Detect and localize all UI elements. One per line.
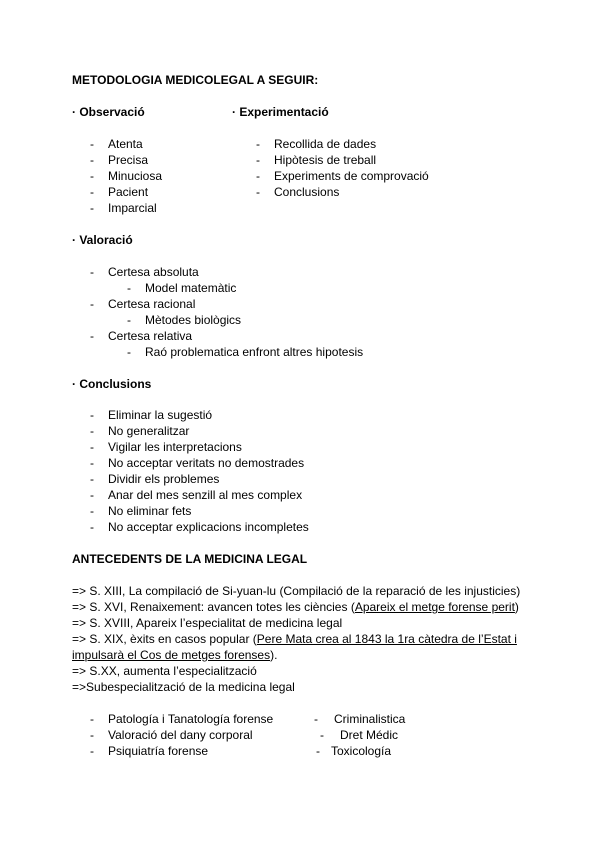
list-item: Criminalistica	[334, 712, 406, 726]
list-dash: -	[90, 472, 94, 486]
list-dash: -	[90, 488, 94, 502]
list-item: Toxicología	[331, 744, 392, 758]
list-item: Dret Médic	[340, 728, 399, 742]
antecedents-text: )	[514, 600, 519, 614]
list-item: No acceptar veritats no demostrades	[108, 456, 305, 470]
list-dash: -	[314, 712, 318, 726]
list-dash: -	[90, 440, 94, 454]
antecedents-heading: ANTECEDENTS DE LA MEDICINA LEGAL	[72, 552, 308, 566]
antecedents-line: => S. XIII, La compilació de Si-yuan-lu (Compilació de la reparació de les injusticies)	[72, 584, 521, 598]
list-item: Certesa racional	[108, 297, 196, 311]
list-dash: -	[90, 408, 94, 422]
list-dash: -	[90, 329, 94, 343]
underlined-text: impulsarà el Cos de metges forenses	[72, 648, 271, 662]
list-dash: -	[90, 456, 94, 470]
list-item: Eliminar la sugestió	[108, 408, 213, 422]
list-item: Minuciosa	[108, 169, 163, 183]
list-item: Dividir els problemes	[108, 472, 220, 486]
valoracio-heading: · Valoració	[72, 233, 133, 247]
list-dash: -	[90, 201, 94, 215]
antecedents-text: => S. XIX, èxits en casos popular (	[72, 632, 257, 646]
list-item: Pacient	[108, 185, 149, 199]
list-item: Atenta	[108, 137, 143, 151]
conclusions-heading: · Conclusions	[72, 377, 152, 391]
list-dash: -	[256, 185, 260, 199]
list-dash: -	[256, 153, 260, 167]
underlined-text: Pere Mata crea al 1843 la 1ra càtedra de l’Estat i	[256, 632, 517, 646]
observacio-heading: · Observació	[72, 105, 145, 119]
list-dash: -	[90, 265, 94, 279]
list-dash: -	[256, 137, 260, 151]
sub-list-item: Model matemàtic	[145, 281, 237, 295]
list-item: Psiquiatría forense	[108, 744, 209, 758]
list-dash: -	[90, 424, 94, 438]
list-dash: -	[90, 712, 94, 726]
list-item: Certesa absoluta	[108, 265, 199, 279]
list-item: Experiments de comprovació	[274, 169, 429, 183]
list-dash: -	[90, 153, 94, 167]
list-item: Valoració del dany corporal	[108, 728, 253, 742]
page-title: METODOLOGIA MEDICOLEGAL A SEGUIR:	[72, 73, 319, 87]
antecedents-text: ).	[270, 648, 278, 662]
list-dash: -	[90, 185, 94, 199]
list-item: Patología i Tanatología forense	[108, 712, 274, 726]
antecedents-line	[72, 631, 517, 647]
list-item: Imparcial	[108, 201, 157, 215]
experimentacio-heading: · Experimentació	[232, 105, 329, 119]
list-dash: -	[127, 281, 131, 295]
list-dash: -	[90, 728, 94, 742]
list-item: Vigilar les interpretacions	[108, 440, 242, 454]
sub-list-item: Mètodes biològics	[145, 313, 242, 327]
list-dash: -	[127, 345, 131, 359]
list-dash: -	[90, 520, 94, 534]
list-item: Hipòtesis de treball	[274, 153, 377, 167]
list-dash: -	[90, 744, 94, 758]
list-item: No eliminar fets	[108, 504, 192, 518]
list-dash: -	[127, 313, 131, 327]
antecedents-line: => S. XVIII, Apareix l’especialitat de medicina legal	[72, 616, 343, 630]
sub-list-item: Raó problematica enfront altres hipotesis	[145, 345, 364, 359]
antecedents-line	[72, 599, 519, 615]
antecedents-line: => S.XX, aumenta l’especialització	[72, 664, 257, 678]
list-dash: -	[90, 169, 94, 183]
list-dash: -	[316, 744, 320, 758]
list-item: Precisa	[108, 153, 149, 167]
list-dash: -	[256, 169, 260, 183]
list-dash: -	[90, 137, 94, 151]
list-item: Anar del mes senzill al mes complex	[108, 488, 303, 502]
list-item: Certesa relativa	[108, 329, 193, 343]
underlined-text: Apareix el metge forense perit	[354, 600, 515, 614]
list-item: No acceptar explicacions incompletes	[108, 520, 309, 534]
list-dash: -	[320, 728, 324, 742]
antecedents-text: => S. XVI, Renaixement: avancen totes les ciències (	[72, 600, 355, 614]
list-item: Conclusions	[274, 185, 340, 199]
antecedents-line	[72, 647, 277, 663]
antecedents-line: =>Subespecialització de la medicina legal	[72, 680, 295, 694]
list-item: No generalitzar	[108, 424, 190, 438]
list-dash: -	[90, 504, 94, 518]
list-item: Recollida de dades	[274, 137, 377, 151]
list-dash: -	[90, 297, 94, 311]
